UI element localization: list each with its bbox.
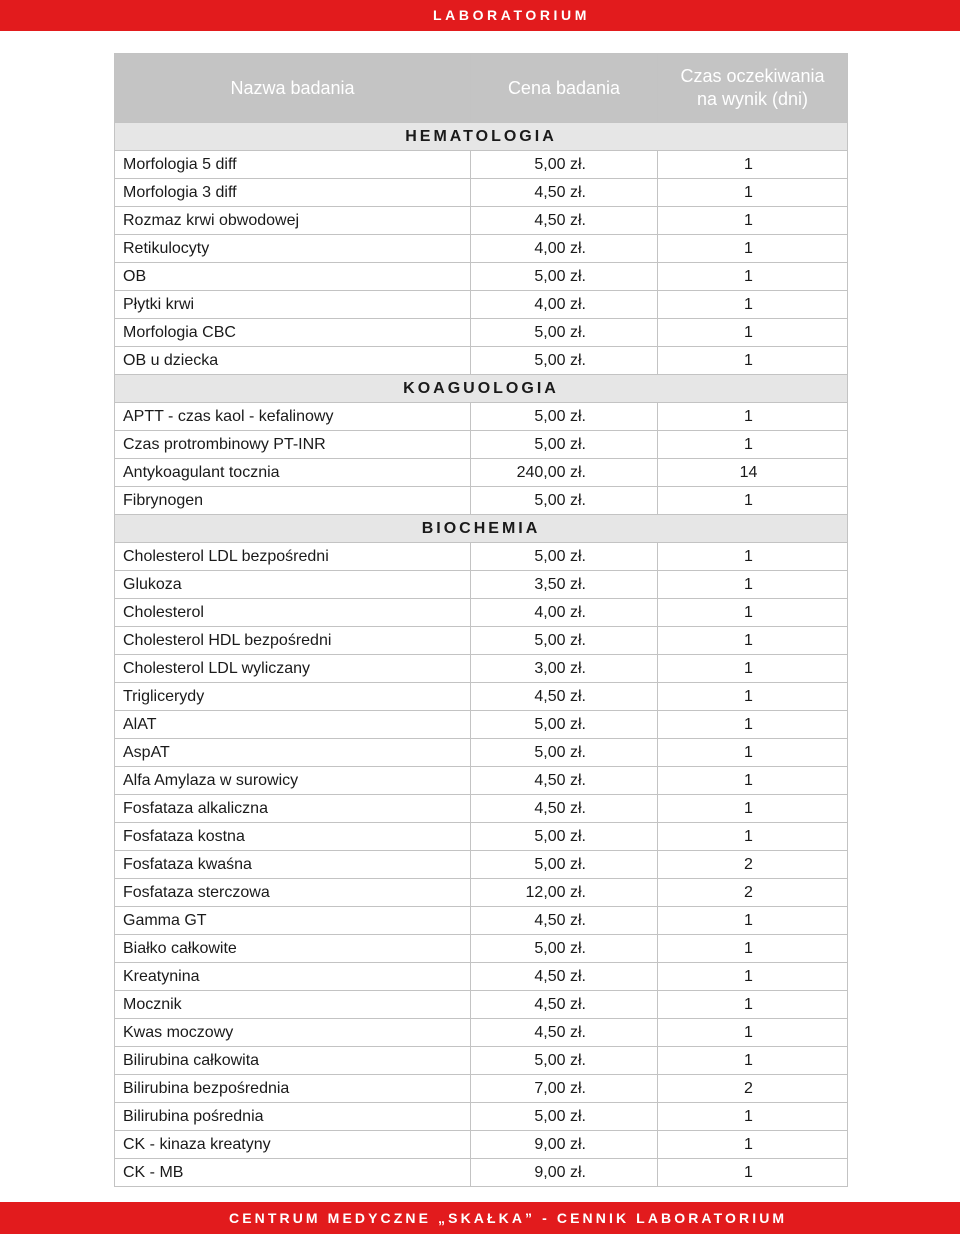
table-row — [115, 907, 848, 935]
table-row — [115, 347, 848, 375]
days-cell: 1 — [658, 571, 848, 599]
table-row — [115, 1075, 848, 1103]
days-cell: 1 — [658, 599, 848, 627]
table-row — [115, 207, 848, 235]
price-cell: 5,00 zł. — [471, 319, 658, 347]
test-name-cell: Fibrynogen — [115, 487, 471, 515]
table-row — [115, 487, 848, 515]
days-cell: 2 — [658, 851, 848, 879]
price-cell: 5,00 zł. — [471, 543, 658, 571]
price-cell: 4,50 zł. — [471, 991, 658, 1019]
table-row — [115, 795, 848, 823]
table-header-row — [115, 54, 848, 123]
test-name-cell: Glukoza — [115, 571, 471, 599]
price-cell: 4,50 zł. — [471, 179, 658, 207]
test-name-cell: OB u dziecka — [115, 347, 471, 375]
test-name-cell: Gamma GT — [115, 907, 471, 935]
column-header-days-label: Czas oczekiwania na wynik (dni) — [680, 66, 825, 109]
table-row — [115, 739, 848, 767]
test-name-cell: CK - kinaza kreatyny — [115, 1131, 471, 1159]
column-header-days — [658, 54, 848, 123]
test-name-cell: Cholesterol HDL bezpośredni — [115, 627, 471, 655]
header-title: LABORATORIUM — [433, 7, 591, 23]
table-row — [115, 767, 848, 795]
days-cell: 1 — [658, 627, 848, 655]
days-cell: 1 — [658, 767, 848, 795]
table-row — [115, 991, 848, 1019]
price-cell: 4,50 zł. — [471, 795, 658, 823]
days-cell: 1 — [658, 795, 848, 823]
test-name-cell: Kwas moczowy — [115, 1019, 471, 1047]
days-cell: 2 — [658, 1075, 848, 1103]
days-cell: 1 — [658, 319, 848, 347]
price-cell: 12,00 zł. — [471, 879, 658, 907]
price-cell: 5,00 zł. — [471, 263, 658, 291]
days-cell: 1 — [658, 151, 848, 179]
price-cell: 5,00 zł. — [471, 431, 658, 459]
test-name-cell: Retikulocyty — [115, 235, 471, 263]
days-cell: 1 — [658, 263, 848, 291]
days-cell: 1 — [658, 431, 848, 459]
price-cell: 4,00 zł. — [471, 599, 658, 627]
table-row — [115, 599, 848, 627]
price-cell: 4,50 zł. — [471, 207, 658, 235]
price-cell: 5,00 zł. — [471, 823, 658, 851]
table-row — [115, 683, 848, 711]
days-cell: 1 — [658, 347, 848, 375]
days-cell: 1 — [658, 543, 848, 571]
days-cell: 1 — [658, 963, 848, 991]
days-cell: 1 — [658, 683, 848, 711]
price-cell: 5,00 zł. — [471, 347, 658, 375]
test-name-cell: OB — [115, 263, 471, 291]
price-cell: 3,50 zł. — [471, 571, 658, 599]
table-row — [115, 319, 848, 347]
days-cell: 2 — [658, 879, 848, 907]
days-cell: 1 — [658, 403, 848, 431]
price-cell: 4,50 zł. — [471, 963, 658, 991]
days-cell: 1 — [658, 1159, 848, 1187]
price-table — [114, 53, 848, 1187]
days-cell: 1 — [658, 207, 848, 235]
table-row — [115, 879, 848, 907]
days-cell: 1 — [658, 823, 848, 851]
test-name-cell: Kreatynina — [115, 963, 471, 991]
table-row — [115, 823, 848, 851]
price-cell: 9,00 zł. — [471, 1131, 658, 1159]
days-cell: 1 — [658, 235, 848, 263]
price-cell: 5,00 zł. — [471, 1047, 658, 1075]
days-cell: 1 — [658, 655, 848, 683]
test-name-cell: Fosfataza sterczowa — [115, 879, 471, 907]
table-row — [115, 1131, 848, 1159]
test-name-cell: Czas protrombinowy PT-INR — [115, 431, 471, 459]
days-cell: 1 — [658, 1103, 848, 1131]
table-row — [115, 543, 848, 571]
test-name-cell: Morfologia 3 diff — [115, 179, 471, 207]
table-row — [115, 151, 848, 179]
price-cell: 3,00 zł. — [471, 655, 658, 683]
test-name-cell: AspAT — [115, 739, 471, 767]
section-header-row — [115, 123, 848, 151]
table-row — [115, 935, 848, 963]
table-row — [115, 1047, 848, 1075]
section-title: HEMATOLOGIA — [115, 123, 848, 151]
table-row — [115, 963, 848, 991]
table-row — [115, 179, 848, 207]
test-name-cell: Fosfataza kwaśna — [115, 851, 471, 879]
days-cell: 14 — [658, 459, 848, 487]
section-header-row — [115, 375, 848, 403]
price-cell: 5,00 zł. — [471, 627, 658, 655]
test-name-cell: Płytki krwi — [115, 291, 471, 319]
days-cell: 1 — [658, 907, 848, 935]
price-cell: 4,50 zł. — [471, 683, 658, 711]
footer-text: CENTRUM MEDYCZNE „SKAŁKA” - CENNIK LABORATORIUM — [229, 1210, 788, 1226]
days-cell: 1 — [658, 1019, 848, 1047]
price-cell: 5,00 zł. — [471, 487, 658, 515]
test-name-cell: Cholesterol LDL bezpośredni — [115, 543, 471, 571]
section-title: KOAGUOLOGIA — [115, 375, 848, 403]
table-row — [115, 711, 848, 739]
price-cell: 5,00 zł. — [471, 935, 658, 963]
test-name-cell: Antykoagulant tocznia — [115, 459, 471, 487]
price-cell: 4,00 zł. — [471, 291, 658, 319]
test-name-cell: Triglicerydy — [115, 683, 471, 711]
table-row — [115, 571, 848, 599]
test-name-cell: Bilirubina bezpośrednia — [115, 1075, 471, 1103]
price-cell: 4,50 zł. — [471, 1019, 658, 1047]
price-cell: 5,00 zł. — [471, 851, 658, 879]
test-name-cell: Cholesterol LDL wyliczany — [115, 655, 471, 683]
price-cell: 4,50 zł. — [471, 767, 658, 795]
table-body — [115, 123, 848, 1187]
test-name-cell: APTT - czas kaol - kefalinowy — [115, 403, 471, 431]
days-cell: 1 — [658, 487, 848, 515]
section-header-row — [115, 515, 848, 543]
price-cell: 5,00 zł. — [471, 739, 658, 767]
table-row — [115, 627, 848, 655]
days-cell: 1 — [658, 179, 848, 207]
test-name-cell: AlAT — [115, 711, 471, 739]
test-name-cell: Białko całkowite — [115, 935, 471, 963]
test-name-cell: Morfologia CBC — [115, 319, 471, 347]
test-name-cell: Mocznik — [115, 991, 471, 1019]
table-row — [115, 263, 848, 291]
price-cell: 5,00 zł. — [471, 151, 658, 179]
test-name-cell: Fosfataza kostna — [115, 823, 471, 851]
header-bar — [0, 0, 960, 31]
table-row — [115, 1103, 848, 1131]
test-name-cell: Morfologia 5 diff — [115, 151, 471, 179]
table-row — [115, 459, 848, 487]
price-cell: 4,00 zł. — [471, 235, 658, 263]
table-row — [115, 1019, 848, 1047]
column-header-name: Nazwa badania — [115, 54, 471, 123]
price-cell: 5,00 zł. — [471, 711, 658, 739]
test-name-cell: Bilirubina pośrednia — [115, 1103, 471, 1131]
price-cell: 7,00 zł. — [471, 1075, 658, 1103]
price-cell: 4,50 zł. — [471, 907, 658, 935]
price-cell: 5,00 zł. — [471, 1103, 658, 1131]
days-cell: 1 — [658, 1131, 848, 1159]
days-cell: 1 — [658, 291, 848, 319]
days-cell: 1 — [658, 935, 848, 963]
price-cell: 9,00 zł. — [471, 1159, 658, 1187]
test-name-cell: Alfa Amylaza w surowicy — [115, 767, 471, 795]
table-row — [115, 655, 848, 683]
table-row — [115, 1159, 848, 1187]
table-row — [115, 235, 848, 263]
days-cell: 1 — [658, 739, 848, 767]
days-cell: 1 — [658, 991, 848, 1019]
column-header-price: Cena badania — [471, 54, 658, 123]
table-row — [115, 851, 848, 879]
table-row — [115, 431, 848, 459]
price-cell: 5,00 zł. — [471, 403, 658, 431]
days-cell: 1 — [658, 1047, 848, 1075]
test-name-cell: Fosfataza alkaliczna — [115, 795, 471, 823]
test-name-cell: CK - MB — [115, 1159, 471, 1187]
table-row — [115, 403, 848, 431]
days-cell: 1 — [658, 711, 848, 739]
price-cell: 240,00 zł. — [471, 459, 658, 487]
test-name-cell: Rozmaz krwi obwodowej — [115, 207, 471, 235]
test-name-cell: Cholesterol — [115, 599, 471, 627]
section-title: BIOCHEMIA — [115, 515, 848, 543]
table-row — [115, 291, 848, 319]
footer-bar — [0, 1202, 960, 1234]
test-name-cell: Bilirubina całkowita — [115, 1047, 471, 1075]
